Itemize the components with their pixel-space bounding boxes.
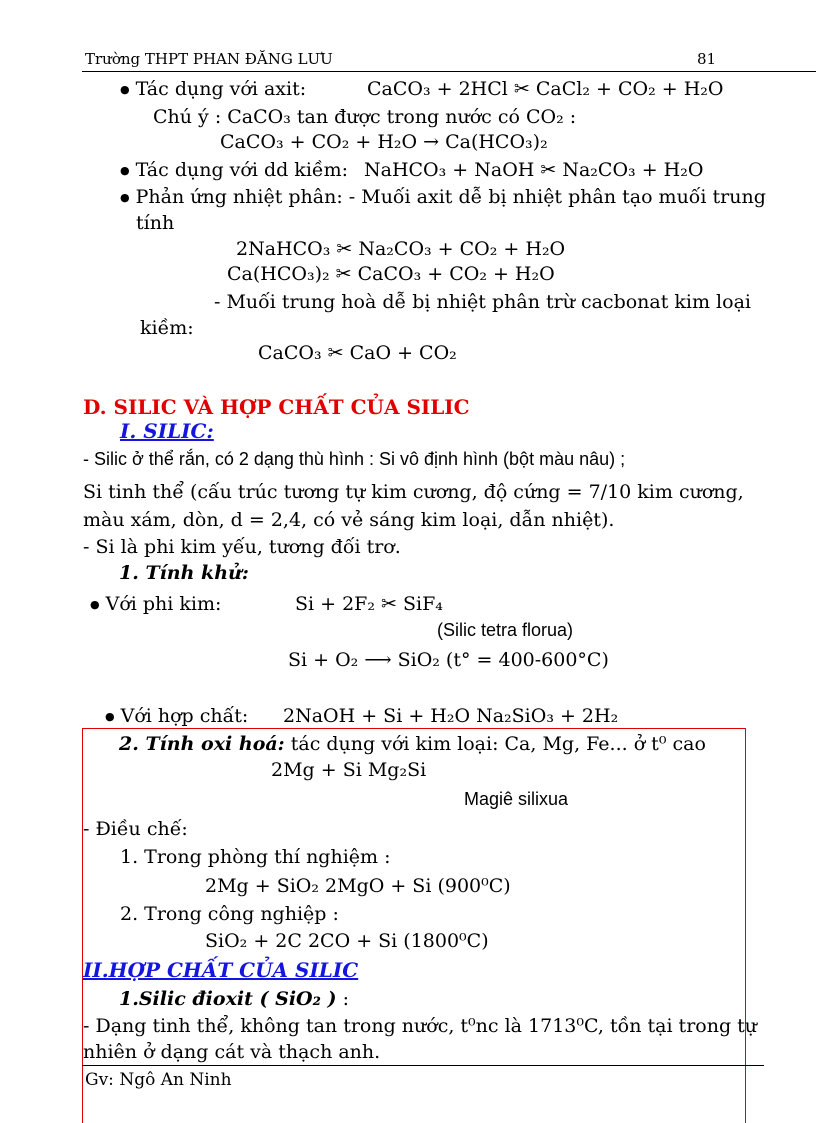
header-rule <box>82 71 816 72</box>
line-compound: ● Với hợp chất: <box>105 705 248 727</box>
footer-rule <box>82 1065 764 1066</box>
heading-reducing: 1. Tính khử: <box>119 562 249 584</box>
para-sio2-2: nhiên ở dạng cát và thạch anh. <box>83 1041 381 1063</box>
equation-cahco3: Ca(HCO₃)₂ ✂ CaCO₃ + CO₂ + H₂O <box>227 263 555 285</box>
heading-preparation: - Điều chế: <box>83 818 188 840</box>
line-acid: ● Tác dụng với axit: <box>120 78 306 100</box>
equation-acid: CaCO₃ + 2HCl ✂ CaCl₂ + CO₂ + H₂O <box>367 78 724 100</box>
equation-base: NaHCO₃ + NaOH ✂ Na₂CO₃ + H₂O <box>364 159 704 181</box>
line-neutral: - Muối trung hoà dễ bị nhiệt phân trừ cacbonat kim loại <box>214 291 751 313</box>
equation-mg2si: 2Mg + Si Mg₂Si <box>271 759 427 781</box>
para-silic-3: màu xám, dòn, d = 2,4, có vẻ sáng kim loại, dẫn nhiệt). <box>83 509 615 531</box>
header-page-number: 81 <box>697 50 717 68</box>
subsection-silic: I. SILIC: <box>120 419 214 443</box>
equation-sif4: Si + 2F₂ ✂ SiF₄ <box>295 593 443 615</box>
header-school: Trường THPT PHAN ĐĂNG LƯU <box>85 50 333 68</box>
footer-teacher: Gv: Ngô An Ninh <box>85 1070 232 1090</box>
equation-industry: SiO₂ + 2C 2CO + Si (1800⁰C) <box>205 930 489 952</box>
heading-sio2: 1.Silic đioxit ( SiO₂ ) : <box>119 988 349 1010</box>
note-line: Chú ý : CaCO₃ tan được trong nước có CO₂ : <box>153 106 577 128</box>
prep-industry: 2. Trong công nghiệp : <box>120 903 339 925</box>
para-sio2-1: - Dạng tinh thể, không tan trong nước, t⁰nc là 1713⁰C, tồn tại trong tự <box>83 1015 758 1037</box>
para-silic-4: - Si là phi kim yếu, tương đối trơ. <box>83 536 401 558</box>
equation-dissolve: CaCO₃ + CO₂ + H₂O → Ca(HCO₃)₂ <box>220 131 548 153</box>
line-base: ● Tác dụng với dd kiềm: <box>120 159 348 181</box>
equation-nahco3: 2NaHCO₃ ✂ Na₂CO₃ + CO₂ + H₂O <box>236 238 566 260</box>
line-thermal-cont: tính <box>136 212 175 234</box>
highlight-box <box>82 728 746 1123</box>
section-title-d: D. SILIC VÀ HỢP CHẤT CỦA SILIC <box>83 395 470 419</box>
name-sif4: (Silic tetra florua) <box>437 620 574 640</box>
name-mg2si: Magiê silixua <box>464 789 569 809</box>
equation-sio2: Si + O₂ ⟶ SiO₂ (t° = 400-600°C) <box>288 649 609 671</box>
line-neutral-cont: kiềm: <box>140 317 194 339</box>
heading-oxidizing: 2. Tính oxi hoá: tác dụng với kim loại: Ca, Mg, Fe... ở t⁰ cao <box>119 733 706 755</box>
para-silic-1: - Silic ở thể rắn, có 2 dạng thù hình : Si vô định hình (bột màu nâu) ; <box>83 449 626 469</box>
para-silic-2: Si tinh thể (cấu trúc tương tự kim cương, độ cứng = 7/10 kim cương, <box>83 481 744 503</box>
prep-lab: 1. Trong phòng thí nghiệm : <box>120 846 391 868</box>
line-nonmetal: ● Với phi kim: <box>90 593 221 615</box>
equation-na2sio3: 2NaOH + Si + H₂O Na₂SiO₃ + 2H₂ <box>283 705 619 727</box>
line-thermal: ● Phản ứng nhiệt phân: - Muối axit dễ bị nhiệt phân tạo muối trung <box>120 186 766 208</box>
subsection-compounds: II.HỢP CHẤT CỦA SILIC <box>83 958 359 982</box>
equation-caco3: CaCO₃ ✂ CaO + CO₂ <box>258 342 457 364</box>
equation-lab: 2Mg + SiO₂ 2MgO + Si (900⁰C) <box>205 875 511 897</box>
